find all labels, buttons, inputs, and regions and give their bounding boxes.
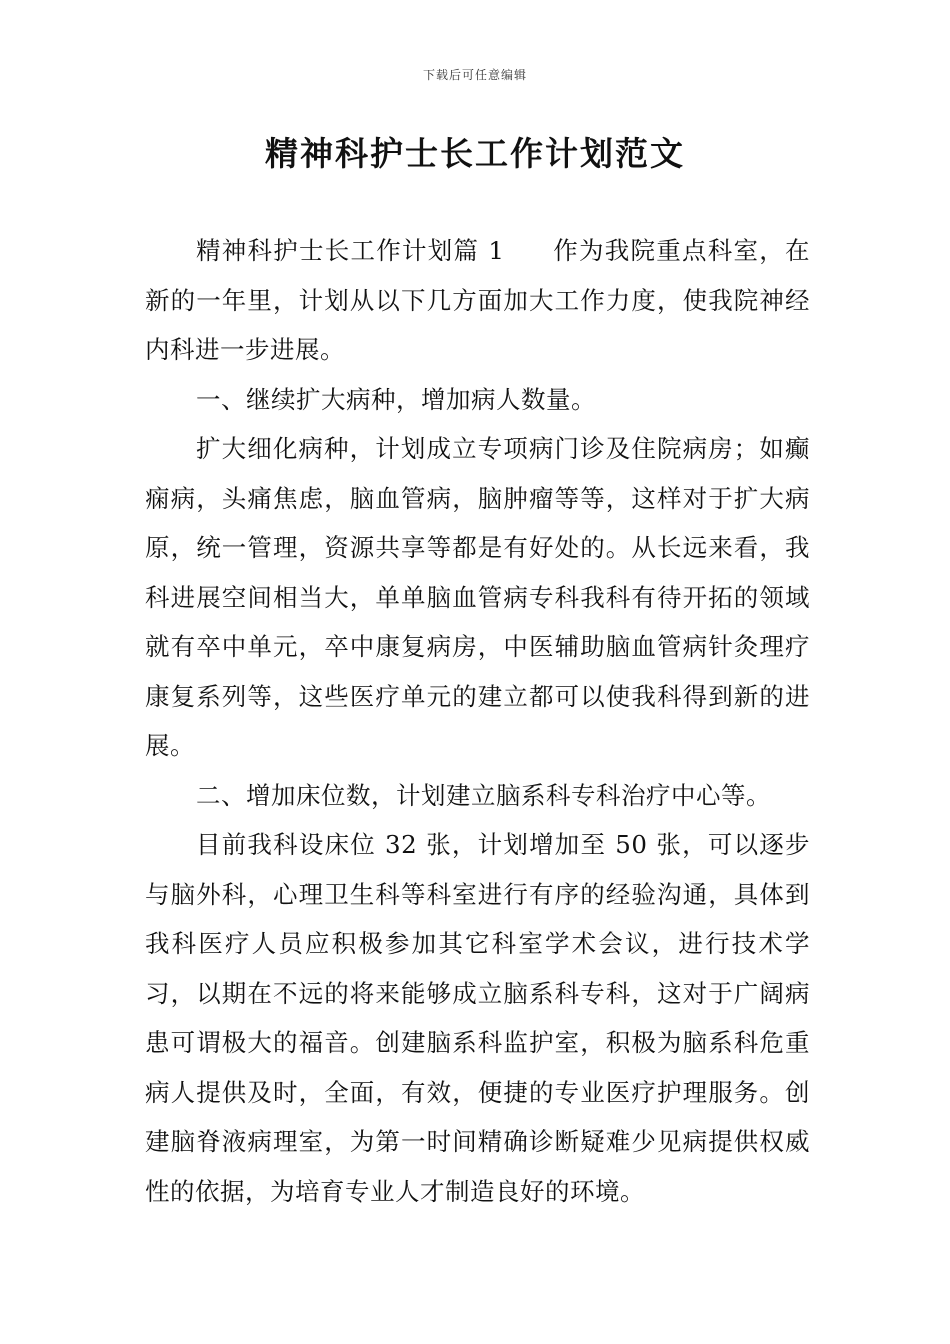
intro-label: 精神科护士长工作计划篇 1 [196,236,505,265]
section-heading-2: 二、增加床位数，计划建立脑系科专科治疗中心等。 [196,780,771,810]
body-paragraph-1: 扩大细化病种，计划成立专项病门诊及住院病房；如癫痫病，头痛焦虑，脑血管病，脑肿瘤等等，这样对于扩大病原，统一管理，资源共享等都是有好处的。从长远来看，我科进展空间相当大，单单脑血管病专科我科有待开拓的领域就有卒中单元，卒中康复病房，中医辅助脑血管病针灸理疗康复系列等，这些医疗单元的建立都可以使我科得到新的进展。 [145,434,810,760]
intro-paragraph [145,226,810,375]
section-heading-1: 一、继续扩大病种，增加病人数量。 [196,384,596,414]
header-note: 下载后可任意编辑 [422,68,527,82]
intro-text: 作为我院重点科室，在新的一年里，计划从以下几方面加大工作力度，使我院神经内科进一步进展。 [145,236,811,364]
body-paragraph-2: 目前我科设床位 32 张，计划增加至 50 张，可以逐步与脑外科，心理卫生科等科室进行有序的经验沟通，具体到我科医疗人员应积极参加其它科室学术会议，进行技术学习，以期在不远的将来能够成立脑系科专科，这对于广阔病患可谓极大的福音。创建脑系科监护室，积极为脑系科危重病人提供及时，全面，有效，便捷的专业医疗护理服务。创建脑脊液病理室，为第一时间精确诊断疑难少见病提供权威性的依据，为培育专业人才制造良好的环境。 [145,830,810,1206]
document-title: 精神科护士长工作计划范文 [265,134,685,173]
document-body [145,226,810,1216]
